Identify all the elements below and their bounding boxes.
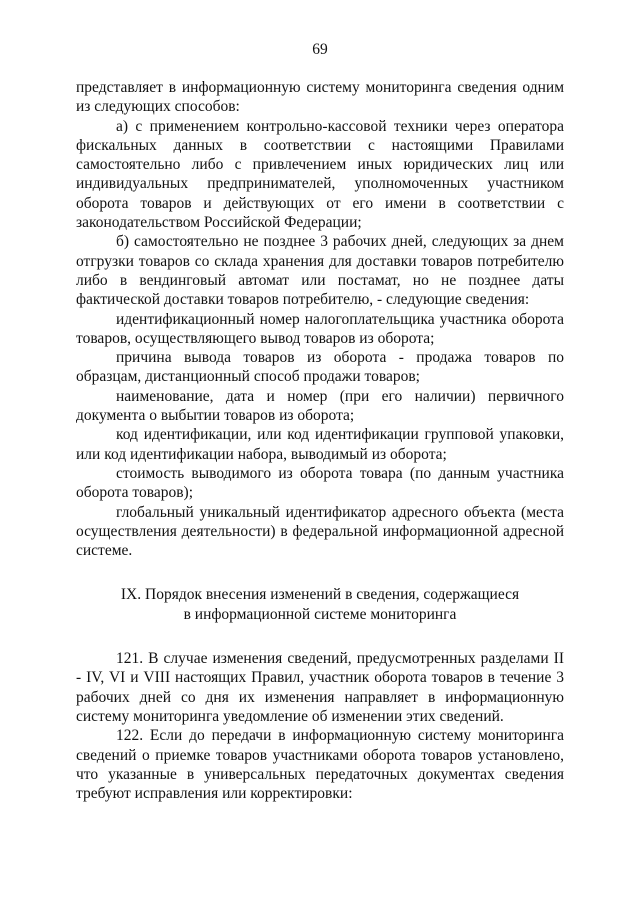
option-b-paragraph: б) самостоятельно не позднее 3 рабочих дней, следующих за днем отгрузки товаров со склада хранения для доставки товаров потребителю либо в вендинговый автомат или постамат, но не позднее даты фактической доставки товаров потребителю, - следующие сведения: — [76, 233, 564, 309]
section-heading-line-2: в информационной системе мониторинга — [183, 605, 457, 623]
field-primary-document: наименование, дата и номер (при его наличии) первичного документа о выбытии товаров из оборота; — [76, 387, 564, 425]
field-taxpayer-id: идентификационный номер налогоплательщика участника оборота товаров, осуществляющего вывод товаров из оборота; — [76, 310, 564, 347]
paragraph-122: 122. Если до передачи в информационную систему мониторинга сведений о приемке товаров участниками оборота товаров установлено, что указанные в универсальных передаточных документах сведения требуют исправления или корректировки: — [76, 727, 564, 803]
option-a-paragraph: а) с применением контрольно-кассовой техники через оператора фискальных данных в соответствии с настоящими Правилами самостоятельно либо с привлечением иных юридических лиц или индивидуальных предпринимателей, уполномоченных участником оборота товаров и действующих от его имени в соответствии с законодательством Российской Федерации; — [76, 117, 564, 232]
document-body — [76, 78, 564, 803]
section-heading — [76, 585, 564, 624]
page-number: 69 — [312, 41, 328, 58]
field-identification-code: код идентификации, или код идентификации групповой упаковки, или код идентификации набора, выводимый из оборота; — [76, 426, 564, 463]
section-heading-line-1: IX. Порядок внесения изменений в сведения, содержащиеся — [120, 586, 520, 604]
paragraph-121: 121. В случае изменения сведений, предусмотренных разделами II - IV, VI и VIII настоящих Правил, участник оборота товаров в течение 3 рабочих дней со дня их изменения направляет в информационную систему мониторинга уведомление об изменении этих сведений. — [76, 650, 564, 725]
field-withdrawal-reason: причина вывода товаров из оборота - продажа товаров по образцам, дистанционный способ продажи товаров; — [76, 349, 564, 386]
field-address-identifier: глобальный уникальный идентификатор адресного объекта (места осуществления деятельности) в федеральной информационной адресной системе. — [76, 503, 564, 560]
field-goods-cost: стоимость выводимого из оборота товара (по данным участника оборота товаров); — [76, 464, 564, 502]
intro-paragraph: представляет в информационную систему мониторинга сведения одним из следующих способов: — [76, 79, 564, 116]
